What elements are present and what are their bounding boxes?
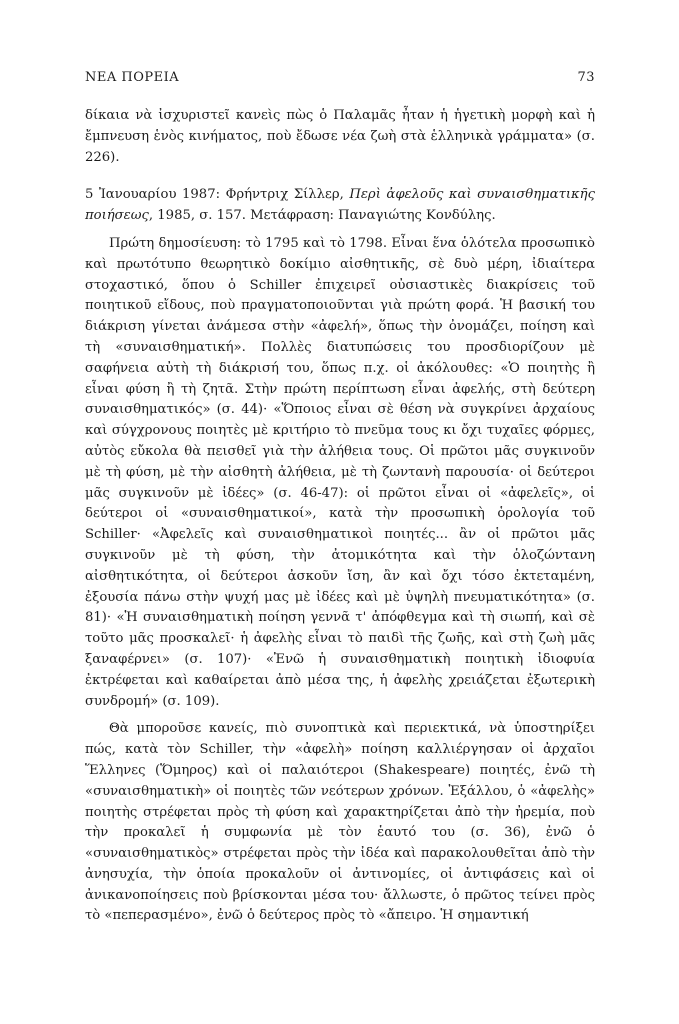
entry-work-title: Περὶ ἀφελοῦς καὶ συναισθηματικῆς ποιήσεως xyxy=(85,187,595,224)
page-number: 73 xyxy=(577,70,595,85)
entry-heading xyxy=(85,185,595,227)
paragraph-second: Θὰ μποροῦσε κανείς, πιὸ συνοπτικὰ καὶ περιεκτικά, νὰ ὑποστηρίξει πώς, κατὰ τὸν Schiller, τὴν «ἀφελὴ» ποίηση καλλιέργησαν οἱ ἀρχαῖοι Ἕλληνες (Ὅμηρος) καὶ οἱ παλαιότεροι (Shakespeare) ποιητές, ἐνῶ τὴ «συναισθηματικὴ» οἱ ποιητὲς τῶν νεότερων χρόνων. Ἐξάλλου, ὁ «ἀφελὴς» ποιητὴς στρέφεται πρὸς τὴ φύση καὶ χαρακτηρίζεται ἀπὸ τὴν ἠρεμία, ποὺ τὴν προκαλεῖ ἡ συμφωνία μὲ τὸν ἑαυτό του (σ. 36), ἐνῶ ὁ «συναισθηματικὸς» στρέφεται πρὸς τὴν ἰδέα καὶ παρακολουθεῖται ἀπὸ τὴν ἀνησυχία, τὴν ὁποία προκαλοῦν οἱ ἀντινομίες, οἱ ἀντιφάσεις καὶ οἱ ἀνικανοποίησεις ποὺ βρίσκονται μέσα του· ἄλλωστε, ὁ πρῶτος τείνει πρὸς τὸ «πεπερασμένο», ἐνῶ ὁ δεύτερος πρὸς τὸ «ἄπειρο. Ἡ σημαντική xyxy=(85,721,595,924)
entry-publication: , 1985, σ. 157. Μετάφραση: Παναγιώτης Κονδύλης. xyxy=(148,208,496,224)
entry-date: 5 Ἰανουαρίου 1987: xyxy=(85,187,226,203)
carryover-paragraph: δίκαια νὰ ἰσχυριστεῖ κανεὶς πὼς ὁ Παλαμᾶς ἦταν ἡ ἡγετικὴ μορφὴ καὶ ἡ ἔμπνευση ἑνὸς κινήματος, ποὺ ἔδωσε νέα ζωὴ στὰ ἑλληνικὰ γράμματα» (σ. 226). xyxy=(85,108,595,165)
running-head xyxy=(85,70,595,85)
paragraph-first: Πρώτη δημοσίευση: τὸ 1795 καὶ τὸ 1798. Εἶναι ἕνα ὁλότελα προσωπικὸ καὶ πρωτότυπο θεωρητικὸ δοκίμιο αἰσθητικῆς, σὲ δυὸ μέρη, ἰδιαίτερα στοχαστικό, ὅπου ὁ Schiller ἐπιχειρεῖ οὐσιαστικὲς διακρίσεις τοῦ ποιητικοῦ εἴδους, ποὺ πραγματοποιοῦνται γιὰ πρώτη φορά. Ἡ βασική του διάκριση γίνεται ἀνάμεσα στὴν «ἀφελή», ὅπως τὴν ὀνομάζει, ποίηση καὶ τὴ «συναισθηματική». Πολλὲς διατυπώσεις του προσδιορίζουν μὲ σαφήνεια αὐτὴ τὴ διάκρισή του, ὅπως π.χ. οἱ ἀκόλουθες: «Ὁ ποιητὴς ἢ εἶναι φύση ἢ τὴ ζητᾶ. Στὴν πρώτη περίπτωση εἶναι ἀφελής, στὴ δεύτερη συναισθηματικός» (σ. 44)· «Ὅποιος εἶναι σὲ θέση νὰ συγκρίνει ἀρχαίους καὶ σύγχρονους ποιητὲς μὲ κριτήριο τὸ πνεῦμα τους κι ὄχι τυχαῖες φόρμες, αὐτὸς εὔκολα θὰ πεισθεῖ γιὰ τὴν ἀλήθεια τους. Οἱ πρῶτοι μᾶς συγκινοῦν μὲ τὴ φύση, μὲ τὴν αἰσθητὴ ἀλήθεια, μὲ τὴ ζωντανὴ παρουσία· οἱ δεύτεροι μᾶς συγκινοῦν μὲ ἰδέες» (σ. 46-47): οἱ πρῶτοι εἶναι οἱ «ἀφελεῖς», οἱ δεύτεροι οἱ «συναισθηματικοί», κατὰ τὴν προσωπικὴ ὁρολογία τοῦ Schiller· «Ἀφελεῖς καὶ συναισθηματικοὶ ποιητές... ἂν οἱ πρῶτοι μᾶς συγκινοῦν μὲ τὴ φύση, τὴν ἀτομικότητα καὶ τὴν ὁλοζώντανη αἰσθητικότητα, οἱ δεύτεροι ἀσκοῦν ἴση, ἂν καὶ ὄχι τόσο ἐκτεταμένη, ἐξουσία πάνω στὴν ψυχή μας μὲ ἰδέες καὶ μὲ ὑψηλὴ πνευματικότητα» (σ. 81)· «Ἡ συναισθηματικὴ ποίηση γεννᾶ τ' ἀπόφθεγμα καὶ τὴ σιωπή, καὶ σὲ τοῦτο μᾶς προσκαλεῖ· ἡ ἀφελὴς εἶναι τὸ παιδὶ τῆς ζωῆς, καὶ στὴ ζωὴ μᾶς ξαναφέρνει» (σ. 107)· «Ἐνῶ ἡ συναισθηματικὴ ποιητικὴ ἰδιοφυία ἐκτρέφεται καὶ καθαίρεται ἀπὸ μέσα της, ἡ ἀφελὴς χρειάζεται ἐξωτερικὴ συνδρομή» (σ. 109). xyxy=(85,235,595,709)
entry-author: Φρήντριχ Σίλλερ, xyxy=(225,187,350,203)
journal-title: ΝΕΑ ΠΟΡΕΙΑ xyxy=(85,70,180,85)
body-text xyxy=(85,106,595,927)
